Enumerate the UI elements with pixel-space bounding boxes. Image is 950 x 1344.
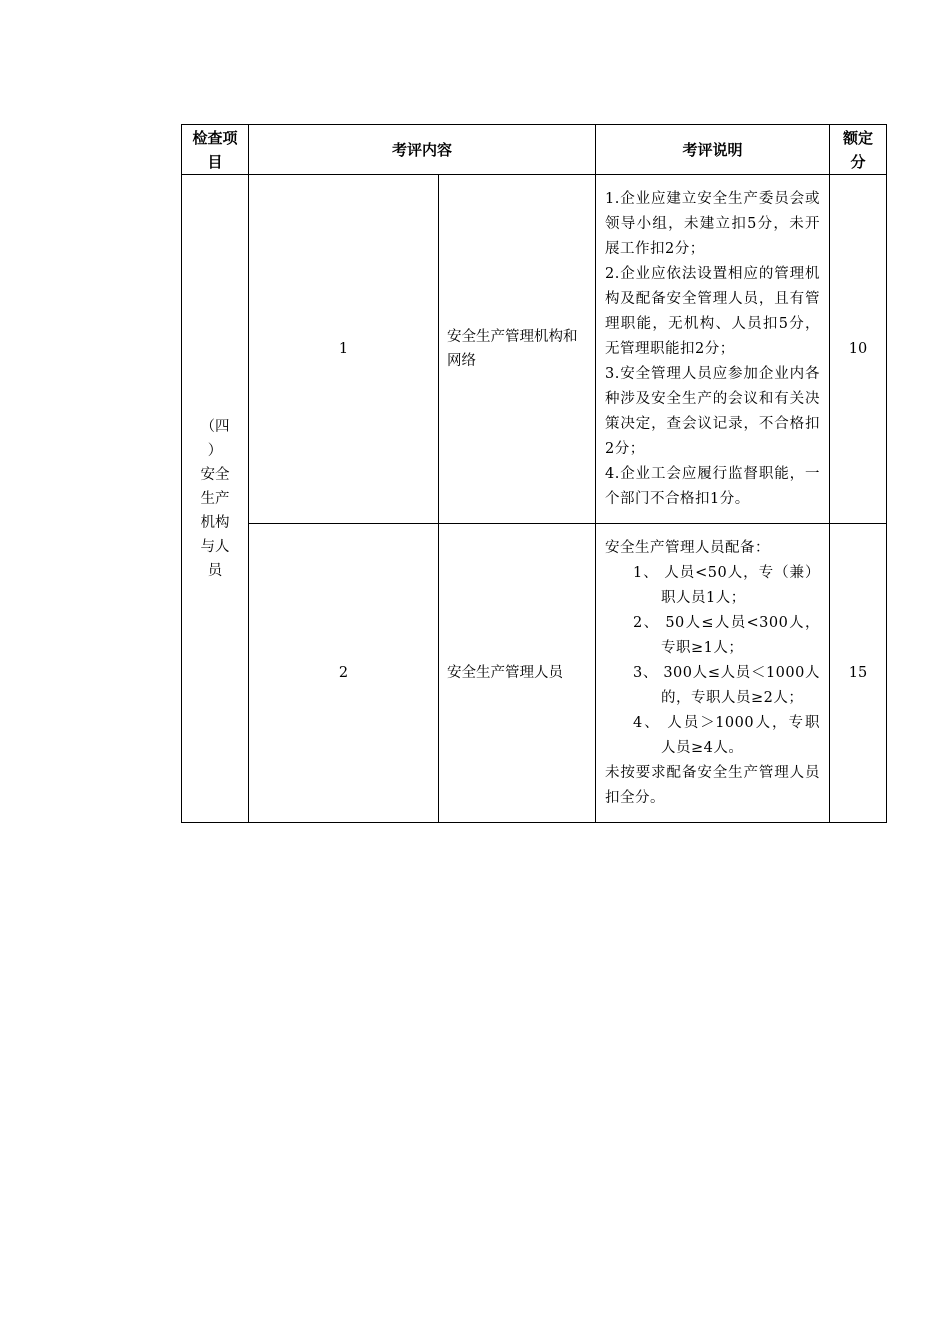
description-line: 4.企业工会应履行监督职能，一个部门不合格扣1分。 [605,465,821,507]
header-check-item: 检查项目 [182,125,249,175]
category-line: 与人 [200,538,230,555]
header-content: 考评内容 [249,125,596,175]
table-row [182,175,887,524]
category-line: 生产 [200,490,230,507]
category-line: ） [207,442,223,459]
evaluation-table [181,124,887,823]
evaluation-description [596,524,830,823]
evaluation-description [596,175,830,524]
category-line: 员 [207,562,223,579]
header-rated-score: 额定分 [830,125,887,175]
header-description: 考评说明 [596,125,830,175]
description-list-item: 4、 人员＞1000人，专职人员≥4人。 [633,714,821,756]
rated-score: 15 [830,524,887,823]
category-line: 机构 [200,514,230,531]
table-row [182,524,887,823]
category-cell [182,175,249,823]
description-line: 1.企业应建立安全生产委员会或领导小组，未建立扣5分，未开展工作扣2分； [605,190,821,257]
category-line: （四 [200,418,230,435]
description-line: 2.企业应依法设置相应的管理机构及配备安全管理人员，且有管理职能，无机构、人员扣5分，无管理职能扣2分； [605,265,821,357]
description-outro: 未按要求配备安全生产管理人员扣全分。 [605,764,821,806]
description-line: 3.安全管理人员应参加企业内各种涉及安全生产的会议和有关决策决定，查会议记录，不合格扣2分； [605,365,821,457]
evaluation-item: 安全生产管理机构和网络 [439,175,596,524]
description-list-item: 2、 50人≤人员<300人，专职≥1人； [633,614,821,656]
evaluation-item: 安全生产管理人员 [439,524,596,823]
table-header-row [182,125,887,175]
row-number: 1 [249,175,439,524]
description-list-item: 1、 人员<50人，专（兼）职人员1人； [633,564,821,606]
description-list-item: 3、 300人≤人员＜1000人的，专职人员≥2人； [633,664,821,706]
category-line: 安全 [200,466,230,483]
description-intro: 安全生产管理人员配备： [605,539,771,556]
rated-score: 10 [830,175,887,524]
row-number: 2 [249,524,439,823]
